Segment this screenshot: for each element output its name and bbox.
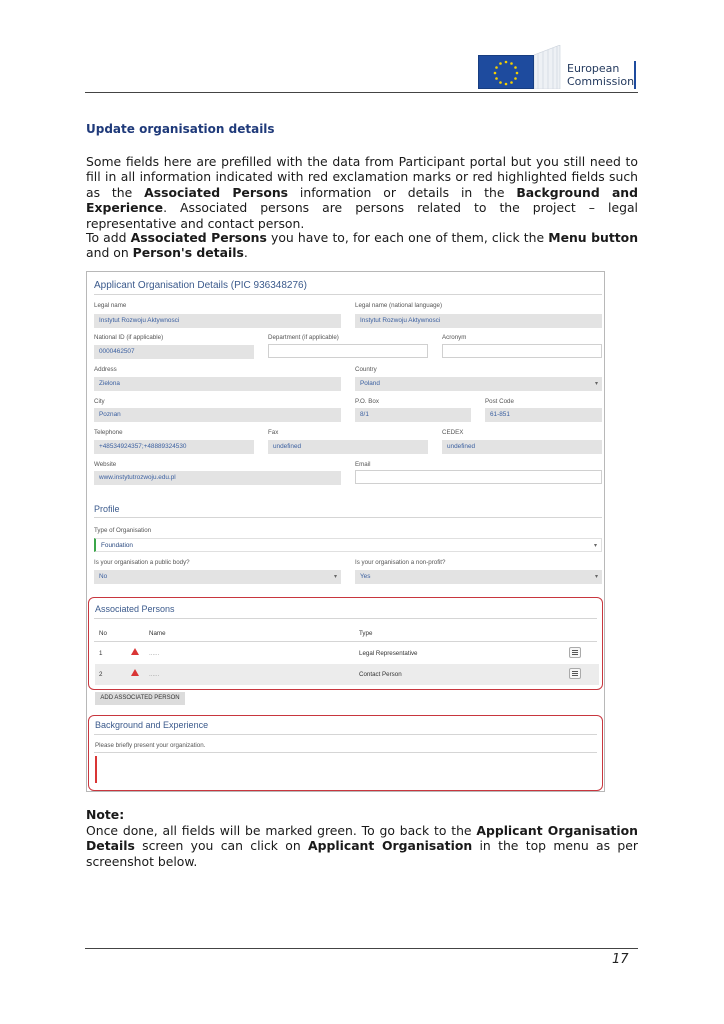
cedex-label: CEDEX: [442, 429, 464, 436]
col-no-header: No: [99, 630, 107, 637]
department-label: Department (if applicable): [268, 334, 339, 341]
associated-persons-divider: [94, 618, 597, 619]
public-body-select[interactable]: No ▾: [94, 570, 341, 584]
text-run: . Associated persons are persons related to the project – legal representative and contact person.: [86, 200, 638, 231]
text-run: Menu button: [548, 230, 639, 245]
eu-flag-icon: [478, 55, 534, 89]
background-divider: [94, 734, 597, 735]
logo-line-1: European: [567, 62, 620, 75]
row-menu-button[interactable]: [569, 647, 581, 658]
country-label: Country: [355, 366, 377, 373]
non-profit-label: Is your organisation a non-profit?: [355, 559, 446, 566]
instructions-paragraph: [86, 230, 638, 261]
po-box-label: P.O. Box: [355, 398, 379, 405]
textarea-top-border: [94, 752, 597, 753]
note-heading: Note:: [86, 807, 125, 822]
profile-title: Profile: [94, 504, 120, 514]
text-run: Applicant Organisation: [308, 838, 473, 854]
website-label: Website: [94, 461, 117, 468]
background-experience-title: Background and Experience: [95, 720, 209, 730]
post-code-label: Post Code: [485, 398, 514, 405]
text-run: screen you can click on: [134, 838, 309, 854]
fax-label: Fax: [268, 429, 279, 436]
non-profit-select[interactable]: Yes ▾: [355, 570, 602, 584]
european-commission-logo: [478, 45, 638, 91]
city-field[interactable]: Poznan: [94, 408, 341, 422]
national-id-field[interactable]: 0000462507: [94, 345, 254, 359]
legal-name-field[interactable]: Instytut Rozwoju Aktywnosci: [94, 314, 341, 328]
row-name: ......: [149, 650, 160, 657]
row-type: Contact Person: [359, 671, 402, 678]
post-code-field[interactable]: 61-851: [485, 408, 602, 422]
acronym-label: Acronym: [442, 334, 467, 341]
text-run: Person's details: [132, 245, 244, 261]
text-run: in the top menu as per screenshot below.: [86, 838, 638, 869]
header-rule: [85, 92, 638, 93]
table-row: [95, 664, 599, 685]
telephone-label: Telephone: [94, 429, 123, 436]
text-run: Associated Persons: [144, 184, 289, 200]
text-run: .: [243, 245, 248, 261]
logo-accent-bar: [634, 61, 636, 89]
background-textarea[interactable]: [95, 756, 97, 783]
associated-persons-title: Associated Persons: [95, 604, 175, 614]
background-prompt: Please briefly present your organization.: [95, 742, 206, 749]
text-run: Some fields here are prefilled with the data from Participant portal but you still need to fill in all information indicated with red exclamation marks or red highlighted fields such as the: [86, 154, 638, 200]
table-row: [95, 643, 599, 664]
footer-rule: [85, 948, 638, 949]
country-select[interactable]: Poland ▾: [355, 377, 602, 391]
address-field[interactable]: Zielona: [94, 377, 341, 391]
form-title: Applicant Organisation Details (PIC 936348276): [94, 280, 307, 291]
website-field[interactable]: www.instytutrozwoju.edu.pl: [94, 471, 341, 485]
text-run: and on: [86, 245, 133, 261]
email-label: Email: [355, 461, 371, 468]
intro-paragraph: [86, 154, 638, 231]
org-type-label: Type of Organisation: [94, 527, 152, 534]
note-paragraph: [86, 823, 638, 869]
text-run: Background and Experience: [86, 184, 638, 216]
email-field[interactable]: [355, 470, 602, 484]
text-run: Associated Persons: [130, 230, 267, 245]
page-number: 17: [612, 952, 629, 967]
logo-text: [567, 62, 634, 88]
fax-field[interactable]: undefined: [268, 440, 428, 454]
warning-icon: [131, 669, 139, 676]
associated-persons-panel: [88, 597, 603, 690]
profile-divider: [94, 517, 602, 518]
row-name: ......: [149, 671, 160, 678]
legal-name-national-field[interactable]: Instytut Rozwoju Aktywnosci: [355, 314, 602, 328]
org-type-select[interactable]: Foundation ▾: [94, 538, 602, 552]
text-run: information or details in the: [288, 184, 517, 200]
legal-name-national-label: Legal name (national language): [355, 302, 443, 309]
text-run: you have to, for each one of them, click the: [266, 230, 549, 245]
row-no: 1: [99, 650, 103, 657]
col-name-header: Name: [149, 630, 166, 637]
table-header-divider: [94, 641, 597, 642]
acronym-field[interactable]: [442, 344, 602, 358]
add-associated-person-button[interactable]: ADD ASSOCIATED PERSON: [95, 692, 185, 705]
applicant-organisation-screenshot: [86, 271, 605, 792]
row-menu-button[interactable]: [569, 668, 581, 679]
city-label: City: [94, 398, 105, 405]
national-id-label: National ID (if applicable): [94, 334, 164, 341]
col-type-header: Type: [359, 630, 373, 637]
address-label: Address: [94, 366, 117, 373]
background-experience-panel: [88, 715, 603, 791]
title-divider: [94, 294, 602, 295]
public-body-label: Is your organisation a public body?: [94, 559, 190, 566]
section-title: Update organisation details: [86, 122, 275, 136]
berlaymont-building-icon: [534, 45, 562, 89]
po-box-field[interactable]: 8/1: [355, 408, 471, 422]
legal-name-label: Legal name: [94, 302, 127, 309]
text-run: To add: [86, 230, 131, 245]
row-type: Legal Representative: [359, 650, 418, 657]
department-field[interactable]: [268, 344, 428, 358]
cedex-field[interactable]: undefined: [442, 440, 602, 454]
logo-line-2: Commission: [567, 75, 635, 88]
warning-icon: [131, 648, 139, 655]
row-no: 2: [99, 671, 103, 678]
text-run: Applicant Organisation Details: [86, 823, 638, 854]
text-run: Once done, all fields will be marked green. To go back to the: [86, 823, 477, 838]
telephone-field[interactable]: +48534924357;+48889324530: [94, 440, 254, 454]
